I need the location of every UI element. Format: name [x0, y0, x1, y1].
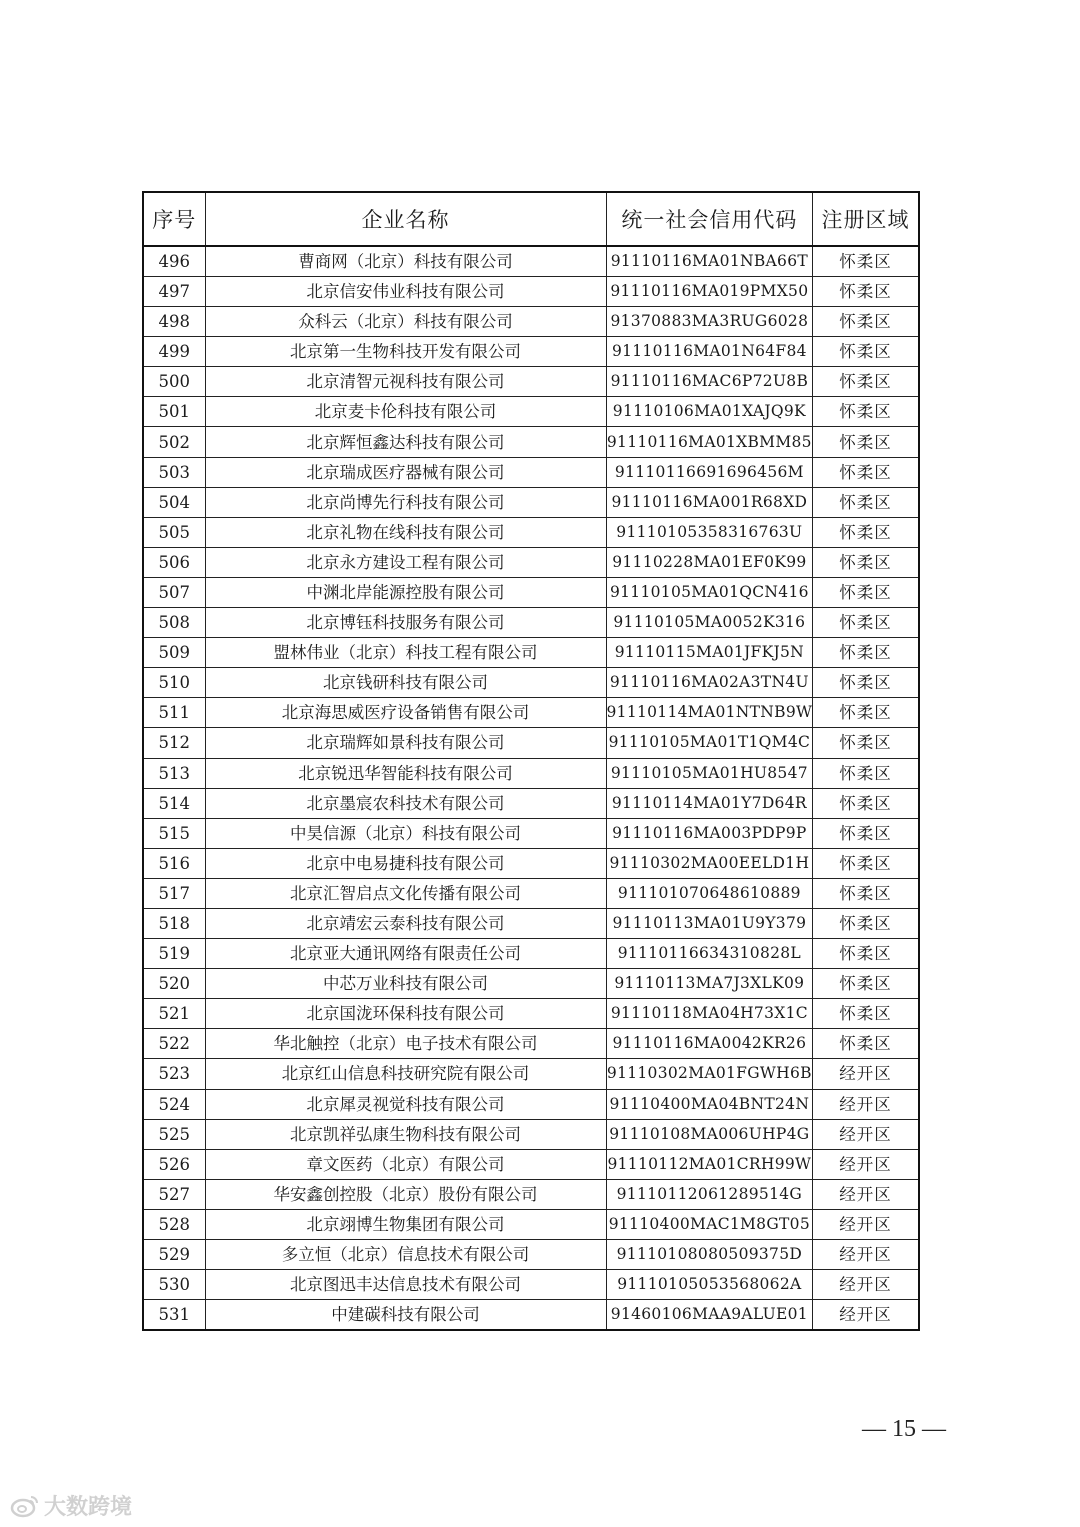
cell-company-name: 曹商网（北京）科技有限公司 — [205, 246, 606, 277]
cell-company-name: 北京凯祥弘康生物科技有限公司 — [205, 1119, 606, 1149]
cell-index: 501 — [143, 397, 205, 427]
watermark — [10, 1490, 132, 1521]
cell-index: 527 — [143, 1179, 205, 1209]
cell-index: 507 — [143, 577, 205, 607]
cell-region: 怀柔区 — [813, 457, 919, 487]
cell-region: 怀柔区 — [813, 999, 919, 1029]
cell-company-name: 北京国泷环保科技有限公司 — [205, 999, 606, 1029]
cell-company-name: 北京墨宸农科技术有限公司 — [205, 788, 606, 818]
table-row — [143, 728, 919, 758]
cell-credit-code: 91110116MA0042KR26 — [606, 1029, 813, 1059]
cell-index: 516 — [143, 848, 205, 878]
cell-credit-code: 91110400MA04BNT24N — [606, 1089, 813, 1119]
table-row — [143, 969, 919, 999]
cell-company-name: 北京中电易捷科技有限公司 — [205, 848, 606, 878]
cell-index: 519 — [143, 939, 205, 969]
cell-index: 497 — [143, 277, 205, 307]
cell-index: 511 — [143, 698, 205, 728]
cell-region: 怀柔区 — [813, 939, 919, 969]
cell-company-name: 北京海思威医疗设备销售有限公司 — [205, 698, 606, 728]
cell-company-name: 北京红山信息科技研究院有限公司 — [205, 1059, 606, 1089]
cell-region: 怀柔区 — [813, 397, 919, 427]
cell-region: 怀柔区 — [813, 758, 919, 788]
cell-credit-code: 91110114MA01NTNB9W — [606, 698, 813, 728]
table-row — [143, 638, 919, 668]
cell-region: 经开区 — [813, 1300, 919, 1331]
table-row — [143, 307, 919, 337]
cell-index: 500 — [143, 367, 205, 397]
cell-company-name: 北京钱研科技有限公司 — [205, 668, 606, 698]
table-row — [143, 939, 919, 969]
cell-company-name: 北京礼物在线科技有限公司 — [205, 517, 606, 547]
cell-credit-code: 91110116MAC6P72U8B — [606, 367, 813, 397]
table-row — [143, 1179, 919, 1209]
cell-company-name: 北京汇智启点文化传播有限公司 — [205, 878, 606, 908]
cell-index: 510 — [143, 668, 205, 698]
table-row — [143, 908, 919, 938]
cell-credit-code: 91110116MA01XBMM85 — [606, 427, 813, 457]
cell-index: 528 — [143, 1209, 205, 1239]
cell-index: 515 — [143, 818, 205, 848]
cell-credit-code: 91110115MA01JFKJ5N — [606, 638, 813, 668]
cell-company-name: 北京图迅丰达信息技术有限公司 — [205, 1270, 606, 1300]
cell-region: 经开区 — [813, 1209, 919, 1239]
cell-credit-code: 91460106MAA9ALUE01 — [606, 1300, 813, 1331]
cell-company-name: 章文医药（北京）有限公司 — [205, 1149, 606, 1179]
cell-company-name: 北京尚博先行科技有限公司 — [205, 487, 606, 517]
table-row — [143, 487, 919, 517]
table-row — [143, 277, 919, 307]
cell-company-name: 北京永方建设工程有限公司 — [205, 547, 606, 577]
cell-index: 518 — [143, 908, 205, 938]
table-row — [143, 1059, 919, 1089]
table-row — [143, 337, 919, 367]
cell-index: 514 — [143, 788, 205, 818]
cell-region: 经开区 — [813, 1149, 919, 1179]
table-row — [143, 1270, 919, 1300]
cell-region: 经开区 — [813, 1270, 919, 1300]
cell-company-name: 中渊北岸能源控股有限公司 — [205, 577, 606, 607]
table-row — [143, 1119, 919, 1149]
cell-credit-code: 91110113MA01U9Y379 — [606, 908, 813, 938]
cell-region: 怀柔区 — [813, 367, 919, 397]
cell-credit-code: 91110108080509375D — [606, 1240, 813, 1270]
page-number: — 15 — — [862, 1416, 946, 1442]
cell-index: 513 — [143, 758, 205, 788]
cell-region: 怀柔区 — [813, 969, 919, 999]
cell-company-name: 众科云（北京）科技有限公司 — [205, 307, 606, 337]
table-row — [143, 608, 919, 638]
cell-credit-code: 911101070648610889 — [606, 878, 813, 908]
cell-company-name: 北京瑞成医疗器械有限公司 — [205, 457, 606, 487]
cell-region: 怀柔区 — [813, 427, 919, 457]
cell-credit-code: 91110116MA02A3TN4U — [606, 668, 813, 698]
header-company-name: 企业名称 — [205, 192, 606, 246]
table-header-row — [143, 192, 919, 246]
table-row — [143, 788, 919, 818]
cell-region: 怀柔区 — [813, 788, 919, 818]
header-index: 序号 — [143, 192, 205, 246]
cell-region: 怀柔区 — [813, 1029, 919, 1059]
cell-index: 520 — [143, 969, 205, 999]
cell-region: 怀柔区 — [813, 487, 919, 517]
cell-index: 508 — [143, 608, 205, 638]
cell-company-name: 北京麦卡伦科技有限公司 — [205, 397, 606, 427]
cell-credit-code: 91110112MA01CRH99W — [606, 1149, 813, 1179]
cell-credit-code: 91110116MA019PMX50 — [606, 277, 813, 307]
cell-index: 522 — [143, 1029, 205, 1059]
cell-credit-code: 91110106MA01XAJQ9K — [606, 397, 813, 427]
cell-credit-code: 91110118MA04H73X1C — [606, 999, 813, 1029]
cell-company-name: 北京博钰科技服务有限公司 — [205, 608, 606, 638]
cell-credit-code: 91110108MA006UHP4G — [606, 1119, 813, 1149]
cell-company-name: 北京瑞辉如景科技有限公司 — [205, 728, 606, 758]
cell-region: 怀柔区 — [813, 608, 919, 638]
cell-index: 523 — [143, 1059, 205, 1089]
cell-index: 525 — [143, 1119, 205, 1149]
cell-region: 怀柔区 — [813, 246, 919, 277]
cell-index: 505 — [143, 517, 205, 547]
table-row — [143, 1029, 919, 1059]
table-row — [143, 1089, 919, 1119]
watermark-text: 大数跨境 — [44, 1495, 133, 1520]
table-row — [143, 848, 919, 878]
cell-region: 经开区 — [813, 1089, 919, 1119]
cell-index: 502 — [143, 427, 205, 457]
table-row — [143, 427, 919, 457]
table-row — [143, 367, 919, 397]
table-row — [143, 1240, 919, 1270]
cell-company-name: 中昊信源（北京）科技有限公司 — [205, 818, 606, 848]
cell-region: 怀柔区 — [813, 818, 919, 848]
cell-region: 怀柔区 — [813, 638, 919, 668]
table-row — [143, 698, 919, 728]
cell-credit-code: 91110105358316763U — [606, 517, 813, 547]
cell-company-name: 多立恒（北京）信息技术有限公司 — [205, 1240, 606, 1270]
table-row — [143, 517, 919, 547]
cell-index: 529 — [143, 1240, 205, 1270]
cell-index: 531 — [143, 1300, 205, 1331]
table-row — [143, 1149, 919, 1179]
cell-region: 经开区 — [813, 1119, 919, 1149]
cell-index: 517 — [143, 878, 205, 908]
cell-company-name: 北京亚大通讯网络有限责任公司 — [205, 939, 606, 969]
table-row — [143, 668, 919, 698]
cell-index: 530 — [143, 1270, 205, 1300]
cell-credit-code: 91110116691696456M — [606, 457, 813, 487]
cell-credit-code: 91110116MA001R68XD — [606, 487, 813, 517]
cell-region: 怀柔区 — [813, 577, 919, 607]
table-row — [143, 758, 919, 788]
cell-company-name: 北京翊博生物集团有限公司 — [205, 1209, 606, 1239]
company-list-table — [142, 191, 920, 1331]
cell-region: 怀柔区 — [813, 547, 919, 577]
cell-credit-code: 91110113MA7J3XLK09 — [606, 969, 813, 999]
cell-company-name: 华北触控（北京）电子技术有限公司 — [205, 1029, 606, 1059]
table-row — [143, 1300, 919, 1331]
table-body — [143, 246, 919, 1330]
table-row — [143, 999, 919, 1029]
cell-company-name: 北京犀灵视觉科技有限公司 — [205, 1089, 606, 1119]
table-row — [143, 818, 919, 848]
cell-credit-code: 91110302MA00EELD1H — [606, 848, 813, 878]
cell-index: 498 — [143, 307, 205, 337]
table-row — [143, 577, 919, 607]
cell-region: 怀柔区 — [813, 698, 919, 728]
cell-credit-code: 91110116MA003PDP9P — [606, 818, 813, 848]
cell-credit-code: 91110302MA01FGWH6B — [606, 1059, 813, 1089]
table-row — [143, 547, 919, 577]
cell-region: 经开区 — [813, 1240, 919, 1270]
cell-company-name: 北京第一生物科技开发有限公司 — [205, 337, 606, 367]
table-row — [143, 1209, 919, 1239]
cell-index: 503 — [143, 457, 205, 487]
cell-credit-code: 91110116634310828L — [606, 939, 813, 969]
table-row — [143, 457, 919, 487]
cell-credit-code: 91110105MA0052K316 — [606, 608, 813, 638]
cell-index: 512 — [143, 728, 205, 758]
cell-index: 524 — [143, 1089, 205, 1119]
cell-credit-code: 91370883MA3RUG6028 — [606, 307, 813, 337]
cell-region: 怀柔区 — [813, 878, 919, 908]
cell-company-name: 盟林伟业（北京）科技工程有限公司 — [205, 638, 606, 668]
cell-index: 506 — [143, 547, 205, 577]
cell-company-name: 北京信安伟业科技有限公司 — [205, 277, 606, 307]
cell-region: 经开区 — [813, 1179, 919, 1209]
cell-region: 怀柔区 — [813, 668, 919, 698]
table-row — [143, 397, 919, 427]
cell-region: 怀柔区 — [813, 728, 919, 758]
table-row — [143, 878, 919, 908]
cell-company-name: 北京辉恒鑫达科技有限公司 — [205, 427, 606, 457]
cell-region: 怀柔区 — [813, 908, 919, 938]
header-region: 注册区域 — [813, 192, 919, 246]
cell-region: 怀柔区 — [813, 307, 919, 337]
cell-region: 怀柔区 — [813, 277, 919, 307]
cell-index: 521 — [143, 999, 205, 1029]
cell-credit-code: 91110105MA01T1QM4C — [606, 728, 813, 758]
cell-index: 504 — [143, 487, 205, 517]
cell-credit-code: 91110116MA01NBA66T — [606, 246, 813, 277]
cell-index: 509 — [143, 638, 205, 668]
cell-credit-code: 91110105MA01QCN416 — [606, 577, 813, 607]
cell-region: 怀柔区 — [813, 337, 919, 367]
header-credit-code: 统一社会信用代码 — [606, 192, 813, 246]
table-row — [143, 246, 919, 277]
cell-company-name: 北京靖宏云泰科技有限公司 — [205, 908, 606, 938]
cell-credit-code: 91110112061289514G — [606, 1179, 813, 1209]
cell-company-name: 北京清智元视科技有限公司 — [205, 367, 606, 397]
weibo-logo-icon — [10, 1494, 40, 1518]
cell-index: 496 — [143, 246, 205, 277]
cell-company-name: 中芯万业科技有限公司 — [205, 969, 606, 999]
cell-company-name: 中建碳科技有限公司 — [205, 1300, 606, 1331]
cell-region: 怀柔区 — [813, 517, 919, 547]
cell-credit-code: 91110105053568062A — [606, 1270, 813, 1300]
cell-region: 怀柔区 — [813, 848, 919, 878]
cell-region: 经开区 — [813, 1059, 919, 1089]
cell-credit-code: 91110105MA01HU8547 — [606, 758, 813, 788]
cell-index: 526 — [143, 1149, 205, 1179]
cell-credit-code: 91110116MA01N64F84 — [606, 337, 813, 367]
cell-company-name: 华安鑫创控股（北京）股份有限公司 — [205, 1179, 606, 1209]
cell-credit-code: 91110228MA01EF0K99 — [606, 547, 813, 577]
cell-index: 499 — [143, 337, 205, 367]
cell-credit-code: 91110400MAC1M8GT05 — [606, 1209, 813, 1239]
cell-credit-code: 91110114MA01Y7D64R — [606, 788, 813, 818]
cell-company-name: 北京锐迅华智能科技有限公司 — [205, 758, 606, 788]
